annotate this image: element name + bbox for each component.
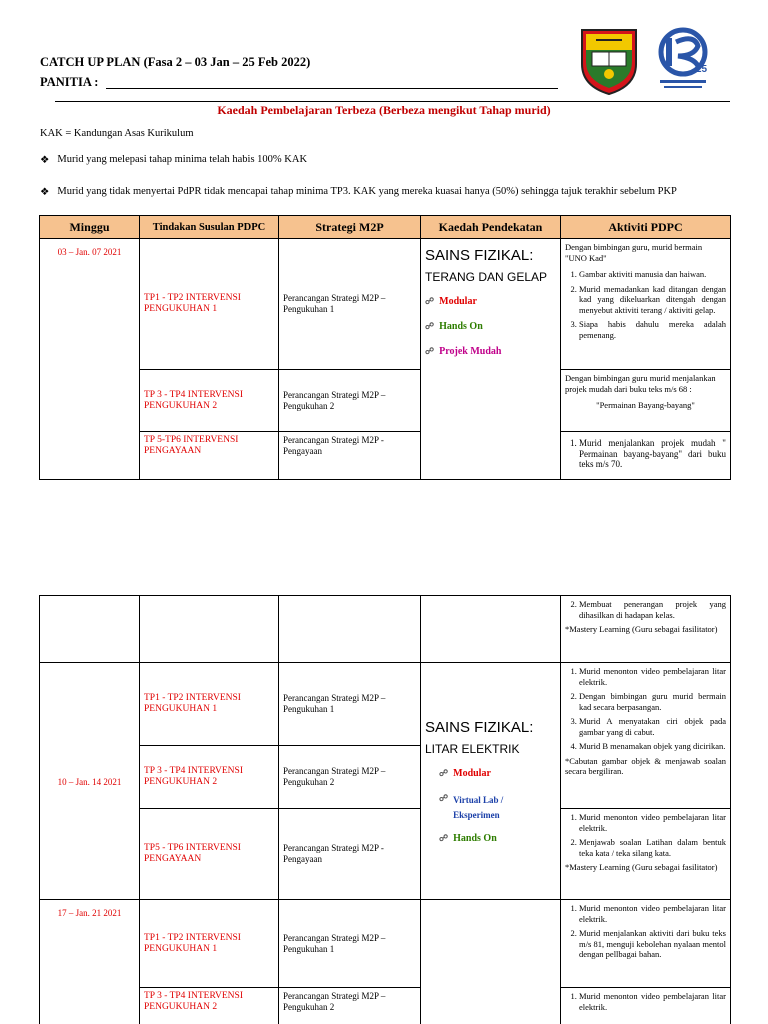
activity-item: 2. Murid memadankan kad ditangan dengan kad yang dikeluarkan ditengah dengan menyebut aktiviti terang / aktiviti gelap. [579, 284, 726, 316]
aktiviti-cell [561, 370, 731, 432]
strategi-cell [279, 370, 421, 432]
aktiviti-cell [561, 663, 731, 809]
tp-label: TP 3 - TP4 INTERVENSI PENGUKUHAN 2 [144, 991, 243, 1012]
header-minggu: Minggu [40, 216, 140, 239]
kaedah-title: SAINS FIZIKAL: [425, 247, 534, 264]
minggu-cell [40, 596, 140, 663]
header-tindakan: Tindakan Susulan PDPC [140, 216, 279, 239]
activity-item: 1. Murid menonton video pembelajaran litar elektrik. [579, 903, 726, 924]
m2p-label: Perancangan Strategi M2P – Pengukuhan 2 [283, 991, 386, 1012]
kaedah-title: SAINS FIZIKAL: [425, 718, 534, 736]
tp-label: TP1 - TP2 INTERVENSI PENGUKUHAN 1 [144, 693, 241, 714]
minggu-cell [40, 663, 140, 900]
kaedah-cell [421, 663, 561, 900]
activity-quote: "Permainan Bayang-bayang" [596, 400, 695, 410]
school-crest-logo [578, 26, 640, 96]
page-title: CATCH UP PLAN (Fasa 2 – 03 Jan – 25 Feb 2022) [40, 55, 311, 69]
plan-table-2 [39, 595, 731, 1024]
method-item: ☍ Modular [439, 767, 491, 779]
activity-list [565, 599, 726, 620]
anniversary-logo [654, 26, 712, 96]
tp-label: TP 5-TP6 INTERVENSI PENGAYAAN [144, 435, 239, 456]
activity-item: 2. Dengan bimbingan guru murid bermain kad secara berpasangan. [579, 691, 726, 712]
link-icon: ☍ [425, 346, 435, 356]
aktiviti-cell [561, 988, 731, 1024]
activity-item: 1. Murid menonton video pembelajaran litar elektrik. [579, 666, 726, 687]
activity-list [565, 812, 726, 858]
activity-item: 1. Gambar aktiviti manusia dan haiwan. [579, 269, 726, 280]
activity-list [565, 269, 726, 340]
link-icon: ☍ [439, 792, 449, 803]
header-aktiviti: Aktiviti PDPC [561, 216, 731, 239]
minggu-date: 10 – Jan. 14 2021 [57, 777, 122, 787]
activity-list [565, 903, 726, 960]
tindakan-cell [140, 809, 279, 900]
bullet-2: ❖ Murid yang tidak menyertai PdPR tidak mencapai tahap minima TP3. KAK yang mereka kuasai hanya (50%) sehingga tajuk terakhir sebelum PKP [40, 186, 677, 198]
strategi-cell [279, 746, 421, 809]
kaedah-subtitle: LITAR ELEKTRIK [425, 741, 520, 756]
method-item: ☍ Virtual Lab / Eksperimen [439, 792, 504, 820]
activity-item: 2. Menjawab soalan Latihan dalam bentuk teka kata / teka silang kata. [579, 837, 726, 858]
kaedah-cell [421, 900, 561, 1024]
method-item: ☍ Modular [425, 296, 477, 307]
tindakan-cell [140, 900, 279, 988]
link-icon: ☍ [425, 321, 435, 331]
tindakan-cell [140, 370, 279, 432]
link-icon: ☍ [425, 296, 435, 306]
strategi-cell [279, 663, 421, 746]
activity-note: *Mastery Learning (Guru sebagai fasilitator) [565, 624, 718, 634]
minggu-cell [40, 239, 140, 480]
m2p-label: Perancangan Strategi M2P - Pengayaan [283, 435, 384, 456]
activity-item: 2. Murid menjalankan aktiviti dari buku teks m/s 81, menguji kebolehan nyalaan mentol dengan pellbagai bahan. [579, 928, 726, 960]
activity-intro: Dengan bimbingan guru, murid bermain "UNO Kad" [565, 242, 703, 263]
subtitle: Kaedah Pembelajaran Terbeza (Berbeza mengikut Tahap murid) [217, 103, 551, 117]
activity-note: *Mastery Learning (Guru sebagai fasilitator) [565, 862, 718, 872]
tindakan-cell [140, 432, 279, 480]
header-divider [55, 101, 730, 102]
activity-item: 1. Murid menjalankan projek mudah " Permainan bayang-bayang" dari buku teks m/s 70. [579, 438, 726, 470]
tindakan-cell [140, 988, 279, 1024]
strategi-cell [279, 596, 421, 663]
aktiviti-cell [561, 596, 731, 663]
bullet-1: ❖ Murid yang melepasi tahap minima telah habis 100% KAK [40, 154, 308, 166]
activity-note: *Cabutan gambar objek & menjawab soalan secara bergiliran. [565, 755, 726, 776]
activity-item: 2. Membuat penerangan projek yang dihasilkan di hadapan kelas. [579, 599, 726, 620]
minggu-cell [40, 900, 140, 1024]
link-icon: ☍ [439, 767, 449, 778]
tp-label: TP 3 - TP4 INTERVENSI PENGUKUHAN 2 [144, 766, 243, 787]
diamond-bullet-icon: ❖ [40, 155, 50, 166]
activity-list [565, 991, 726, 1012]
tp-label: TP5 - TP6 INTERVENSI PENGAYAAN [144, 843, 241, 864]
activity-list [565, 438, 726, 470]
kaedah-cell [421, 239, 561, 480]
m2p-label: Perancangan Strategi M2P - Pengayaan [283, 843, 384, 864]
tindakan-cell [140, 596, 279, 663]
m2p-label: Perancangan Strategi M2P – Pengukuhan 1 [283, 293, 386, 314]
minggu-date: 17 – Jan. 21 2021 [57, 908, 122, 918]
tp-label: TP 3 - TP4 INTERVENSI PENGUKUHAN 2 [144, 389, 243, 411]
strategi-cell [279, 432, 421, 480]
m2p-label: Perancangan Strategi M2P – Pengukuhan 2 [283, 389, 386, 411]
strategi-cell [279, 809, 421, 900]
plan-table-1 [39, 215, 731, 480]
aktiviti-cell [561, 239, 731, 370]
header-kaedah: Kaedah Pendekatan [421, 216, 561, 239]
activity-item: 1. Murid menonton video pembelajaran litar elektrik. [579, 812, 726, 833]
kaedah-subtitle: TERANG DAN GELAP [425, 270, 548, 284]
kak-definition: KAK = Kandungan Asas Kurikulum [40, 128, 194, 139]
minggu-date: 03 – Jan. 07 2021 [57, 247, 122, 257]
link-icon: ☍ [439, 832, 449, 843]
aktiviti-cell [561, 432, 731, 480]
tp-label: TP1 - TP2 INTERVENSI PENGUKUHAN 1 [144, 293, 241, 314]
tp-label: TP1 - TP2 INTERVENSI PENGUKUHAN 1 [144, 932, 241, 954]
m2p-label: Perancangan Strategi M2P – Pengukuhan 2 [283, 766, 386, 787]
header-strategi: Strategi M2P [279, 216, 421, 239]
logo-number: 25 [696, 64, 708, 75]
kaedah-cell [421, 596, 561, 663]
m2p-label: Perancangan Strategi M2P – Pengukuhan 1 [283, 932, 386, 954]
activity-item: 3. Murid A menyatakan ciri objek pada gambar yang di cabut. [579, 716, 726, 737]
activity-intro: Dengan bimbingan guru murid menjalankan projek mudah dari buku teks m/s 68 : [565, 373, 716, 394]
method-item: ☍ Hands On [425, 321, 483, 332]
method-item: ☍ Hands On [439, 832, 497, 844]
tindakan-cell [140, 663, 279, 746]
method-item: ☍ Projek Mudah [425, 346, 502, 357]
strategi-cell [279, 988, 421, 1024]
m2p-label: Perancangan Strategi M2P – Pengukuhan 1 [283, 693, 386, 714]
aktiviti-cell [561, 900, 731, 988]
diamond-bullet-icon: ❖ [40, 187, 50, 198]
strategi-cell [279, 900, 421, 988]
strategi-cell [279, 239, 421, 370]
panitia-underline [106, 88, 558, 89]
activity-item: 4. Murid B menamakan objek yang dicirikan. [579, 741, 726, 752]
activity-list [565, 666, 726, 752]
panitia-label: PANITIA : [40, 75, 99, 89]
aktiviti-cell [561, 809, 731, 900]
tindakan-cell [140, 746, 279, 809]
activity-item: 3. Siapa habis dahulu mereka adalah pemenang. [579, 319, 726, 340]
activity-item: 1. Murid menonton video pembelajaran litar elektrik. [579, 991, 726, 1012]
tindakan-cell [140, 239, 279, 370]
